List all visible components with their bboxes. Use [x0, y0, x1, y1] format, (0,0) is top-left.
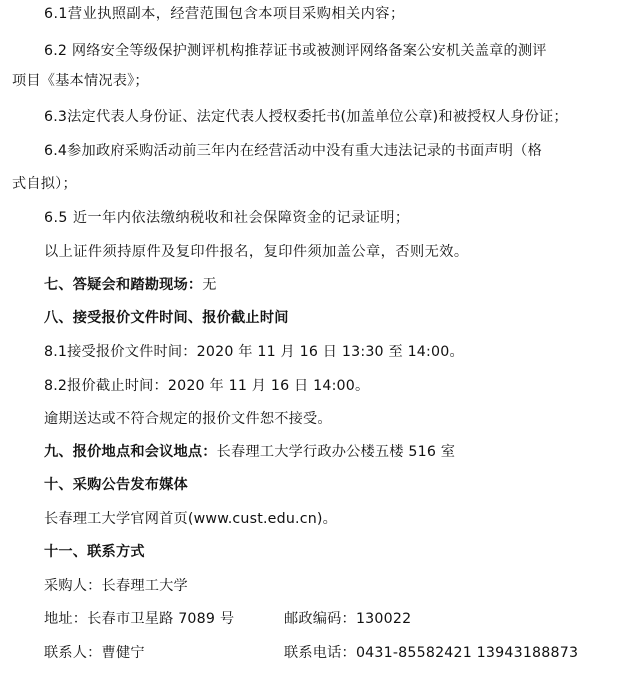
- late-submission-note: 逾期送达或不符合规定的报价文件恕不接受。: [44, 411, 332, 427]
- item-6-2-line-2: 项目《基本情况表》；: [12, 73, 149, 89]
- item-6-5: 6.5 近一年内依法缴纳税收和社会保障资金的记录证明；: [44, 210, 410, 226]
- item-6-3: 6.3法定代表人身份证、法定代表人授权委托书(加盖单位公章)和被授权人身份证；: [44, 109, 568, 125]
- item-6-2-line-1: 6.2 网络安全等级保护测评机构推荐证书或被测评网络备案公安机关盖章的测评: [44, 43, 547, 59]
- section-8-heading: 八、接受报价文件时间、报价截止时间: [44, 310, 289, 326]
- item-6-4-line-1: 6.4参加政府采购活动前三年内在经营活动中没有重大违法记录的书面声明（格: [44, 143, 542, 159]
- publishing-media: 长春理工大学官网首页(www.cust.edu.cn)。: [44, 511, 338, 527]
- postcode: 邮政编码：130022: [284, 611, 412, 627]
- section-9-heading: [44, 442, 455, 462]
- item-8-2: 8.2报价截止时间：2020 年 11 月 16 日 14:00。: [44, 378, 370, 394]
- contact-person: 联系人：曹健宁: [44, 645, 145, 661]
- section-7-value: 无: [202, 277, 217, 293]
- section-9-value: 长春理工大学行政办公楼五楼 516 室: [216, 444, 456, 460]
- contact-phone: 联系电话：0431-85582421 13943188873: [284, 645, 579, 661]
- item-6-4-line-2: 式自拟）；: [12, 176, 77, 192]
- section-11-heading: 十一、联系方式: [44, 544, 145, 560]
- item-6-1: 6.1营业执照副本，经营范围包含本项目采购相关内容；: [44, 6, 405, 22]
- originals-note: 以上证件须持原件及复印件报名，复印件须加盖公章，否则无效。: [44, 244, 469, 260]
- purchaser: 采购人：长春理工大学: [44, 578, 188, 594]
- address: 地址：长春市卫星路 7089 号: [44, 611, 235, 627]
- contact-row: [44, 643, 578, 663]
- section-7-heading: [44, 275, 217, 295]
- section-10-heading: 十、采购公告发布媒体: [44, 477, 188, 493]
- address-row: [44, 609, 411, 629]
- section-7-title: 七、答疑会和踏勘现场：: [44, 277, 203, 293]
- item-8-1: 8.1接受报价文件时间：2020 年 11 月 16 日 13:30 至 14:00。: [44, 344, 464, 360]
- section-9-title: 九、报价地点和会议地点：: [44, 444, 217, 460]
